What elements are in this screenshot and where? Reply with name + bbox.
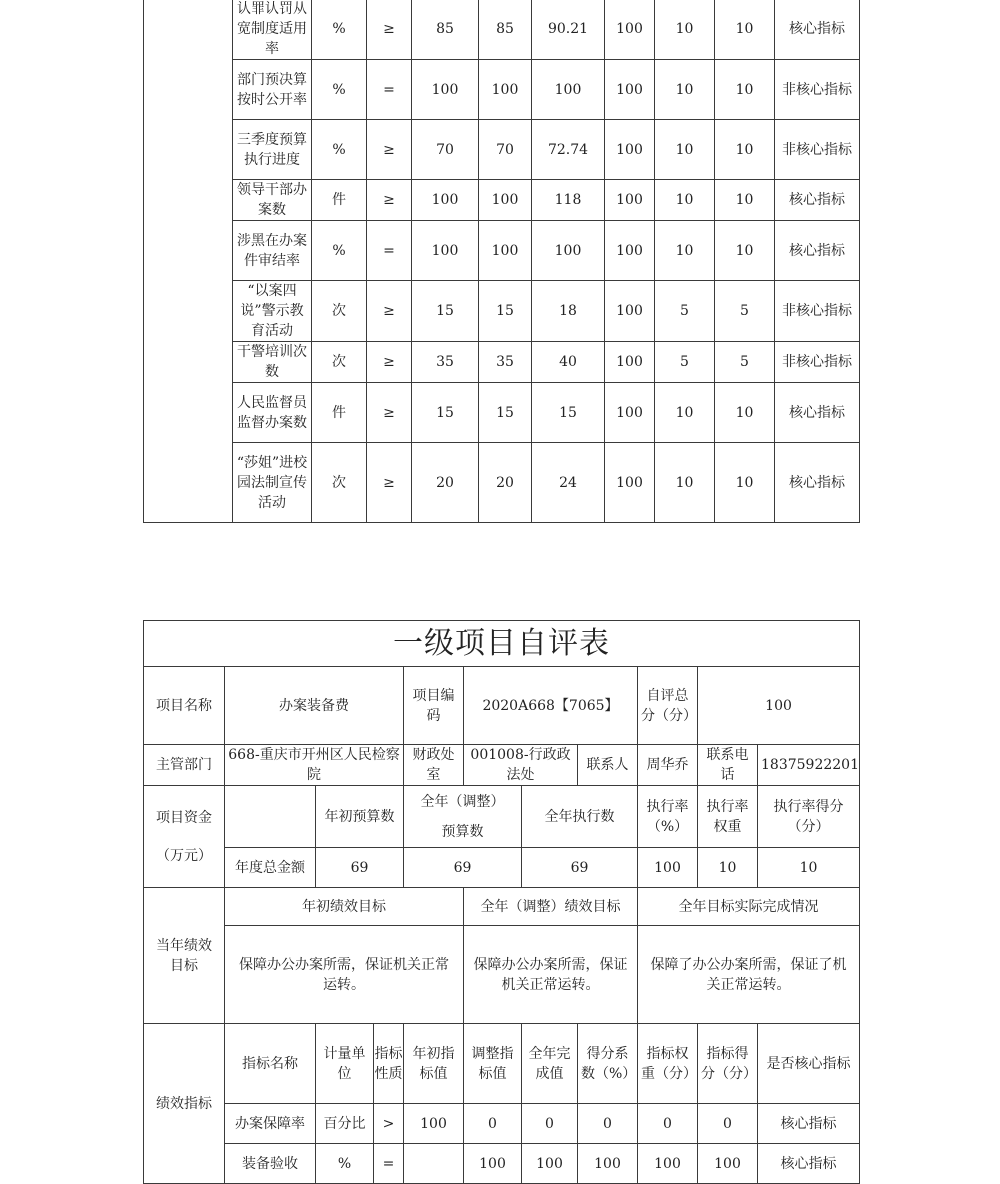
indicator-op: ≥	[367, 180, 412, 221]
indicator-score-coef: 100	[605, 383, 655, 443]
indicator-actual: 0	[522, 1104, 578, 1144]
executed-value: 69	[522, 848, 638, 888]
indicator-annual: 70	[412, 120, 479, 180]
indicator-op: ≥	[367, 281, 412, 342]
indicator-score: 5	[715, 342, 775, 383]
indicator-nature: =	[374, 1144, 404, 1184]
indicator-score-coef: 100	[605, 60, 655, 120]
indicator-adjusted: 0	[464, 1104, 522, 1144]
adjusted-budget-value: 69	[404, 848, 522, 888]
indicator-row	[144, 383, 860, 443]
indicator-unit: 次	[312, 443, 367, 523]
indicator-weight: 10	[655, 383, 715, 443]
indicator-coef: 0	[578, 1104, 638, 1144]
indicator-score-coef: 100	[605, 120, 655, 180]
indicator-name: 办案保障率	[225, 1104, 316, 1144]
self-score-value: 100	[698, 667, 860, 745]
indicator-adjusted: 15	[479, 383, 532, 443]
indicator-initial	[404, 1144, 464, 1184]
indicator-core: 核心指标	[775, 180, 860, 221]
indicator-weight: 10	[655, 60, 715, 120]
funds-blank	[225, 786, 316, 848]
ih-adjusted: 调整指标值	[464, 1024, 522, 1104]
indicator-op: ≥	[367, 383, 412, 443]
indicator-row	[144, 443, 860, 523]
col-initial-budget: 年初预算数	[316, 786, 404, 848]
indicator-score-coef: 100	[605, 221, 655, 281]
phone-value: 18375922201	[758, 745, 860, 786]
indicator-unit: 百分比	[316, 1104, 374, 1144]
project-code-label: 项目编码	[404, 667, 464, 745]
indicator-actual: 24	[532, 443, 605, 523]
indicator-weight: 5	[655, 281, 715, 342]
indicator-annual: 20	[412, 443, 479, 523]
ih-initial: 年初指标值	[404, 1024, 464, 1104]
indicator-annual: 100	[412, 60, 479, 120]
indicator-unit: %	[312, 120, 367, 180]
indicator-adjusted: 100	[479, 221, 532, 281]
indicator-actual: 100	[522, 1144, 578, 1184]
indicator-score: 10	[715, 443, 775, 523]
col-adjusted-line2: 预算数	[441, 823, 484, 840]
indicator-score-coef: 100	[605, 180, 655, 221]
indicator-core: 非核心指标	[775, 281, 860, 342]
goals-label: 当年绩效目标	[144, 888, 225, 1024]
indicator-unit: 次	[312, 281, 367, 342]
indicator-op: ≥	[367, 443, 412, 523]
indicator-row	[144, 120, 860, 180]
indicator-weight: 10	[655, 120, 715, 180]
indicator-unit: 件	[312, 383, 367, 443]
col-executed: 全年执行数	[522, 786, 638, 848]
indicator-core: 非核心指标	[775, 342, 860, 383]
indicator-actual: 40	[532, 342, 605, 383]
ih-nature: 指标性质	[374, 1024, 404, 1104]
total-amount-label: 年度总金额	[225, 848, 316, 888]
ih-score: 指标得分（分）	[698, 1024, 758, 1104]
goal-initial-head: 年初绩效目标	[225, 888, 464, 926]
indicator-weight: 10	[655, 180, 715, 221]
ih-name: 指标名称	[225, 1024, 316, 1104]
ih-unit: 计量单位	[316, 1024, 374, 1104]
form-title: 一级项目自评表	[144, 621, 860, 667]
project-name-value: 办案装备费	[225, 667, 404, 745]
goal-adjusted-text: 保障办公办案所需，保证机关正常运转。	[464, 926, 638, 1024]
project-self-evaluation-form	[143, 620, 860, 1184]
indicator-actual: 18	[532, 281, 605, 342]
indicator-name: 干警培训次数	[233, 342, 312, 383]
indicator-actual: 90.21	[532, 0, 605, 60]
ih-core: 是否核心指标	[758, 1024, 860, 1104]
indicator-nature: >	[374, 1104, 404, 1144]
indicator-weight: 10	[655, 221, 715, 281]
indicator-row	[144, 1104, 860, 1144]
col-exec-rate: 执行率（%）	[638, 786, 698, 848]
ih-actual: 全年完成值	[522, 1024, 578, 1104]
indicator-adjusted: 15	[479, 281, 532, 342]
indicators-label: 绩效指标	[144, 1024, 225, 1184]
exec-score-value: 10	[758, 848, 860, 888]
finance-value: 001008-行政政法处	[464, 745, 578, 786]
indicator-name: 涉黑在办案件审结率	[233, 221, 312, 281]
indicator-weight: 10	[655, 443, 715, 523]
category-blank-cell	[144, 0, 233, 523]
indicator-op: =	[367, 221, 412, 281]
indicator-row	[144, 1144, 860, 1184]
funds-label	[144, 786, 225, 888]
indicator-name: 部门预决算按时公开率	[233, 60, 312, 120]
indicator-name: 领导干部办案数	[233, 180, 312, 221]
indicator-core: 核心指标	[775, 443, 860, 523]
indicator-row	[144, 281, 860, 342]
indicator-adjusted: 35	[479, 342, 532, 383]
exec-weight-value: 10	[698, 848, 758, 888]
dept-value: 668-重庆市开州区人民检察院	[225, 745, 404, 786]
indicator-unit: %	[316, 1144, 374, 1184]
project-name-label: 项目名称	[144, 667, 225, 745]
indicator-score: 10	[715, 383, 775, 443]
indicator-score: 10	[715, 60, 775, 120]
indicator-adjusted: 100	[464, 1144, 522, 1184]
indicator-core: 核心指标	[758, 1104, 860, 1144]
indicator-score-coef: 100	[605, 0, 655, 60]
goal-adjusted-head: 全年（调整）绩效目标	[464, 888, 638, 926]
indicator-adjusted: 100	[479, 60, 532, 120]
indicator-row	[144, 342, 860, 383]
indicator-actual: 100	[532, 60, 605, 120]
indicator-unit: 件	[312, 180, 367, 221]
indicator-weight: 5	[655, 342, 715, 383]
indicator-core: 核心指标	[775, 383, 860, 443]
indicator-score: 10	[715, 221, 775, 281]
indicator-name: 装备验收	[225, 1144, 316, 1184]
indicator-annual: 15	[412, 383, 479, 443]
indicator-adjusted: 85	[479, 0, 532, 60]
indicator-row	[144, 60, 860, 120]
ih-coef: 得分系数（%）	[578, 1024, 638, 1104]
indicator-name: 人民监督员监督办案数	[233, 383, 312, 443]
indicator-row	[144, 0, 860, 60]
indicator-actual: 15	[532, 383, 605, 443]
indicator-annual: 15	[412, 281, 479, 342]
indicator-annual: 100	[412, 221, 479, 281]
finance-label: 财政处室	[404, 745, 464, 786]
indicator-core: 核心指标	[775, 0, 860, 60]
contact-label: 联系人	[578, 745, 638, 786]
col-exec-score: 执行率得分（分）	[758, 786, 860, 848]
indicator-name: 认罪认罚从宽制度适用率	[233, 0, 312, 60]
goal-actual-text: 保障了办公办案所需，保证了机关正常运转。	[638, 926, 860, 1024]
indicator-annual: 35	[412, 342, 479, 383]
funds-label-line1: 项目资金	[156, 809, 212, 826]
indicator-table-continued	[143, 0, 860, 523]
indicator-name: 三季度预算执行进度	[233, 120, 312, 180]
indicator-core: 非核心指标	[775, 60, 860, 120]
indicator-score: 10	[715, 120, 775, 180]
self-score-label: 自评总分（分）	[638, 667, 698, 745]
indicator-core: 非核心指标	[775, 120, 860, 180]
indicator-actual: 118	[532, 180, 605, 221]
dept-label: 主管部门	[144, 745, 225, 786]
phone-label: 联系电话	[698, 745, 758, 786]
indicator-weight: 0	[638, 1104, 698, 1144]
indicator-unit: %	[312, 0, 367, 60]
goal-initial-text: 保障办公办案所需，保证机关正常运转。	[225, 926, 464, 1024]
indicator-adjusted: 20	[479, 443, 532, 523]
indicator-weight: 10	[655, 0, 715, 60]
indicator-adjusted: 100	[479, 180, 532, 221]
indicator-core: 核心指标	[758, 1144, 860, 1184]
indicator-unit: 次	[312, 342, 367, 383]
indicator-score: 0	[698, 1104, 758, 1144]
col-adjusted-line1: 全年（调整）	[420, 793, 505, 810]
indicator-initial: 100	[404, 1104, 464, 1144]
indicator-row	[144, 180, 860, 221]
indicator-unit: %	[312, 221, 367, 281]
initial-budget-value: 69	[316, 848, 404, 888]
indicator-row	[144, 221, 860, 281]
indicator-score: 100	[698, 1144, 758, 1184]
funds-label-line2: （万元）	[156, 847, 212, 864]
indicator-name: “以案四说”警示教育活动	[233, 281, 312, 342]
indicator-score: 5	[715, 281, 775, 342]
indicator-actual: 100	[532, 221, 605, 281]
indicator-score: 10	[715, 0, 775, 60]
indicator-adjusted: 70	[479, 120, 532, 180]
indicator-weight: 100	[638, 1144, 698, 1184]
indicator-annual: 85	[412, 0, 479, 60]
indicator-name: “莎姐”进校园法制宣传活动	[233, 443, 312, 523]
indicator-score-coef: 100	[605, 443, 655, 523]
indicator-core: 核心指标	[775, 221, 860, 281]
goal-actual-head: 全年目标实际完成情况	[638, 888, 860, 926]
indicator-annual: 100	[412, 180, 479, 221]
col-exec-weight: 执行率权重	[698, 786, 758, 848]
indicator-score-coef: 100	[605, 281, 655, 342]
indicator-unit: %	[312, 60, 367, 120]
indicator-op: ≥	[367, 0, 412, 60]
indicator-op: ≥	[367, 120, 412, 180]
indicator-op: =	[367, 60, 412, 120]
indicator-coef: 100	[578, 1144, 638, 1184]
exec-rate-value: 100	[638, 848, 698, 888]
col-adjusted-budget	[404, 786, 522, 848]
contact-value: 周华乔	[638, 745, 698, 786]
indicator-actual: 72.74	[532, 120, 605, 180]
indicator-score: 10	[715, 180, 775, 221]
indicator-score-coef: 100	[605, 342, 655, 383]
indicator-op: ≥	[367, 342, 412, 383]
ih-weight: 指标权重（分）	[638, 1024, 698, 1104]
project-code-value: 2020A668【7065】	[464, 667, 638, 745]
